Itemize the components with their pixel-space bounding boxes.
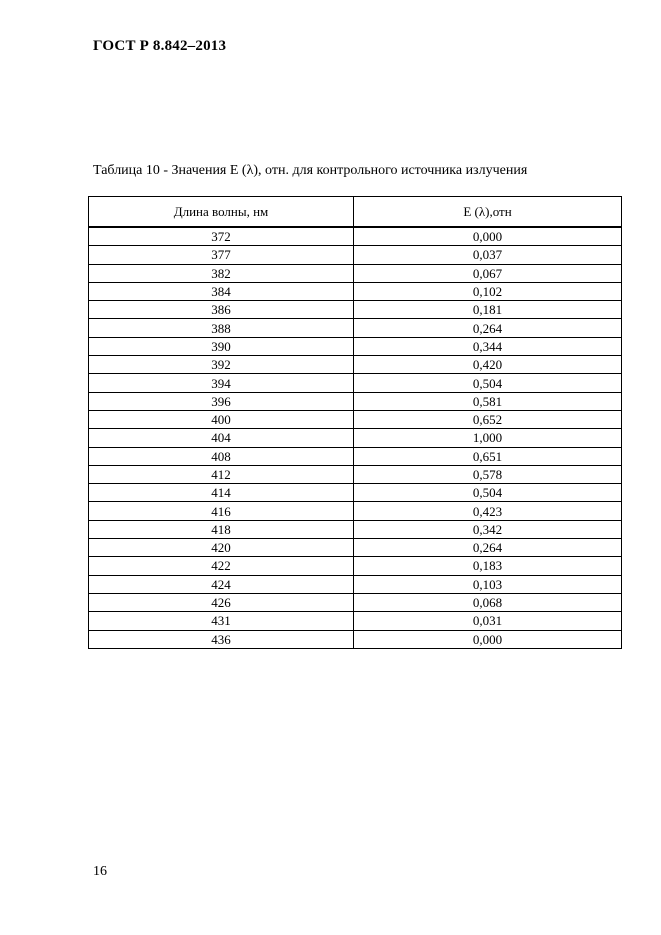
relative-value-cell: 0,342 — [354, 520, 622, 538]
relative-value-cell: 0,181 — [354, 301, 622, 319]
relative-value-cell: 0,652 — [354, 410, 622, 428]
wavelength-cell: 386 — [89, 301, 354, 319]
wavelength-cell: 390 — [89, 337, 354, 355]
wavelength-cell: 424 — [89, 575, 354, 593]
table-row — [89, 502, 622, 520]
relative-value-cell: 0,264 — [354, 319, 622, 337]
table-row — [89, 593, 622, 611]
relative-value-cell: 0,504 — [354, 374, 622, 392]
wavelength-cell: 388 — [89, 319, 354, 337]
wavelength-cell: 418 — [89, 520, 354, 538]
table-row — [89, 539, 622, 557]
wavelength-cell: 382 — [89, 264, 354, 282]
wavelength-cell: 377 — [89, 246, 354, 264]
spectral-values-table — [88, 196, 622, 649]
wavelength-cell: 404 — [89, 429, 354, 447]
table-row — [89, 246, 622, 264]
wavelength-cell: 394 — [89, 374, 354, 392]
relative-value-cell: 0,102 — [354, 282, 622, 300]
table-row — [89, 282, 622, 300]
wavelength-cell: 436 — [89, 630, 354, 648]
relative-value-cell: 1,000 — [354, 429, 622, 447]
table-row — [89, 410, 622, 428]
wavelength-cell: 372 — [89, 227, 354, 246]
wavelength-cell: 400 — [89, 410, 354, 428]
wavelength-cell: 414 — [89, 484, 354, 502]
relative-value-cell: 0,423 — [354, 502, 622, 520]
table-row — [89, 319, 622, 337]
relative-value-cell: 0,581 — [354, 392, 622, 410]
relative-value-cell: 0,651 — [354, 447, 622, 465]
table-row — [89, 392, 622, 410]
relative-value-cell: 0,420 — [354, 356, 622, 374]
table-row — [89, 465, 622, 483]
table-row — [89, 520, 622, 538]
column-header-relative-value: E (λ),отн — [354, 197, 622, 228]
relative-value-cell: 0,067 — [354, 264, 622, 282]
column-header-wavelength: Длина волны, нм — [89, 197, 354, 228]
relative-value-cell: 0,344 — [354, 337, 622, 355]
table-row — [89, 337, 622, 355]
wavelength-cell: 431 — [89, 612, 354, 630]
table-row — [89, 429, 622, 447]
page-number: 16 — [93, 864, 107, 879]
relative-value-cell: 0,037 — [354, 246, 622, 264]
wavelength-cell: 384 — [89, 282, 354, 300]
wavelength-cell: 412 — [89, 465, 354, 483]
relative-value-cell: 0,183 — [354, 557, 622, 575]
table-row — [89, 630, 622, 648]
wavelength-cell: 392 — [89, 356, 354, 374]
wavelength-cell: 420 — [89, 539, 354, 557]
table-row — [89, 374, 622, 392]
table-body — [89, 227, 622, 648]
table-row — [89, 575, 622, 593]
relative-value-cell: 0,103 — [354, 575, 622, 593]
table-row — [89, 227, 622, 246]
table-row — [89, 484, 622, 502]
table-caption: Таблица 10 - Значения E (λ), отн. для контрольного источника излучения — [93, 163, 528, 178]
table-header-row — [89, 197, 622, 228]
wavelength-cell: 408 — [89, 447, 354, 465]
relative-value-cell: 0,000 — [354, 227, 622, 246]
relative-value-cell: 0,000 — [354, 630, 622, 648]
wavelength-cell: 396 — [89, 392, 354, 410]
wavelength-cell: 416 — [89, 502, 354, 520]
table-row — [89, 356, 622, 374]
relative-value-cell: 0,264 — [354, 539, 622, 557]
document-code-header: ГОСТ Р 8.842–2013 — [93, 38, 227, 54]
wavelength-cell: 422 — [89, 557, 354, 575]
table-row — [89, 447, 622, 465]
table-row — [89, 264, 622, 282]
table-row — [89, 612, 622, 630]
table-row — [89, 557, 622, 575]
relative-value-cell: 0,031 — [354, 612, 622, 630]
relative-value-cell: 0,068 — [354, 593, 622, 611]
relative-value-cell: 0,504 — [354, 484, 622, 502]
table-row — [89, 301, 622, 319]
relative-value-cell: 0,578 — [354, 465, 622, 483]
wavelength-cell: 426 — [89, 593, 354, 611]
